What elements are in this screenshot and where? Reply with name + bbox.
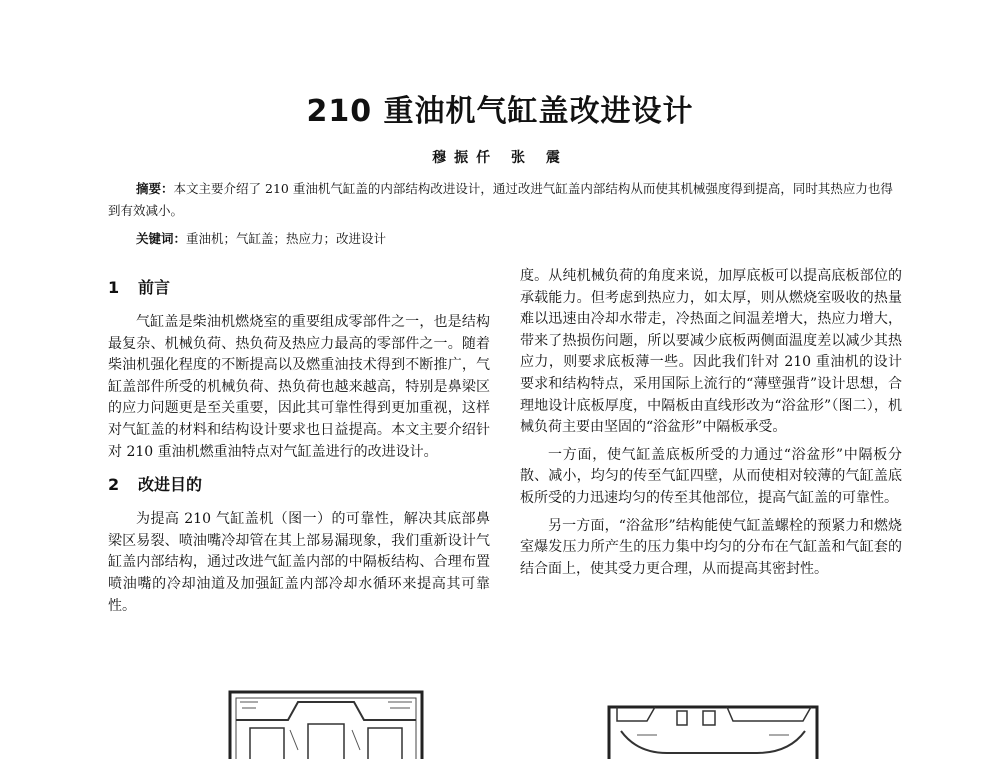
abstract-label: 摘要： [136,181,174,196]
section-heading [108,276,490,300]
paragraph: 为提高 210 气缸盖机（图一）的可靠性，解决其底部鼻梁区易裂、喷油嘴冷却管在其上部易漏现象，我们重新设计气缸盖内部结构，通过改进气缸盖内部的中隔板结构、合理布置喷油嘴的冷却油道及加强缸盖内部冷却水循环来提高其可靠性。 [108,511,490,614]
figure-1-cylinder-head-drawing [228,690,424,759]
keywords-text: 重油机；气缸盖；热应力；改进设计 [186,231,387,246]
section-number: 1 [108,278,120,297]
right-column [520,266,902,580]
paragraph-continuation: 度。从纯机械负荷的角度来说，加厚底板可以提高底板部位的承载能力。但考虑到热应力，如太厚，则从燃烧室吸收的热量难以迅速由冷却水带走，冷热面之间温差增大，热应力增大，带来了热损伤问题，所以要减少底板两侧面温度差以减少其热应力，则要求底板薄一些。因此我们针对 210 重油机的设计要求和结构特点，采用国际上流行的“薄壁强背”设计思想，合理地设计底板厚度，中隔板由直线形改为“浴盆形”（图二），机械负荷主要由坚固的“浴盆形”中隔板承受。 [520,268,902,436]
section-title: 前言 [138,278,171,297]
section-heading [108,473,490,497]
keywords [136,228,386,250]
paragraph: 一方面，使气缸盖底板所受的力通过“浴盆形”中隔板分散、减小，均匀的传至气缸四壁，从而使相对较薄的气缸盖底板所受的力迅速均匀的传至其他部位，提高气缸盖的可靠性。 [520,446,902,506]
authors: 穆振仟 张 震 [432,150,568,166]
keywords-label: 关键词： [136,231,187,246]
abstract [108,178,898,222]
left-column [108,276,490,617]
section-title: 改进目的 [138,475,203,495]
paragraph: 气缸盖是柴油机燃烧室的重要组成零部件之一，也是结构最复杂、机械负荷、热负荷及热应力最高的零部件之一。随着柴油机强化程度的不断提高以及燃重油技术得到不断推广，气缸盖部件所受的机械负荷、热负荷也越来越高，特别是鼻梁区的应力问题更是至关重要，因此其可靠性得到更加重视，这样对气缸盖的材料和结构设计要求也日益提高。本文主要介绍针对 210 重油机燃重油特点对气缸盖进行的改进设计。 [108,314,490,460]
paper-title: 210 重油机气缸盖改进设计 [306,94,694,129]
paragraph: 另一方面，“浴盆形”结构能使气缸盖螺栓的预紧力和燃烧室爆发压力所产生的压力集中均匀的分布在气缸盖和气缸套的结合面上，使其受力更合理，从而提高其密封性。 [520,517,902,577]
abstract-text: 本文主要介绍了 210 重油机气缸盖的内部结构改进设计，通过改进气缸盖内部结构从而使其机械强度得到提高，同时其热应力也得到有效减小。 [108,181,893,218]
section-number: 2 [108,475,120,495]
figure-2-cylinder-head-drawing [607,705,819,759]
